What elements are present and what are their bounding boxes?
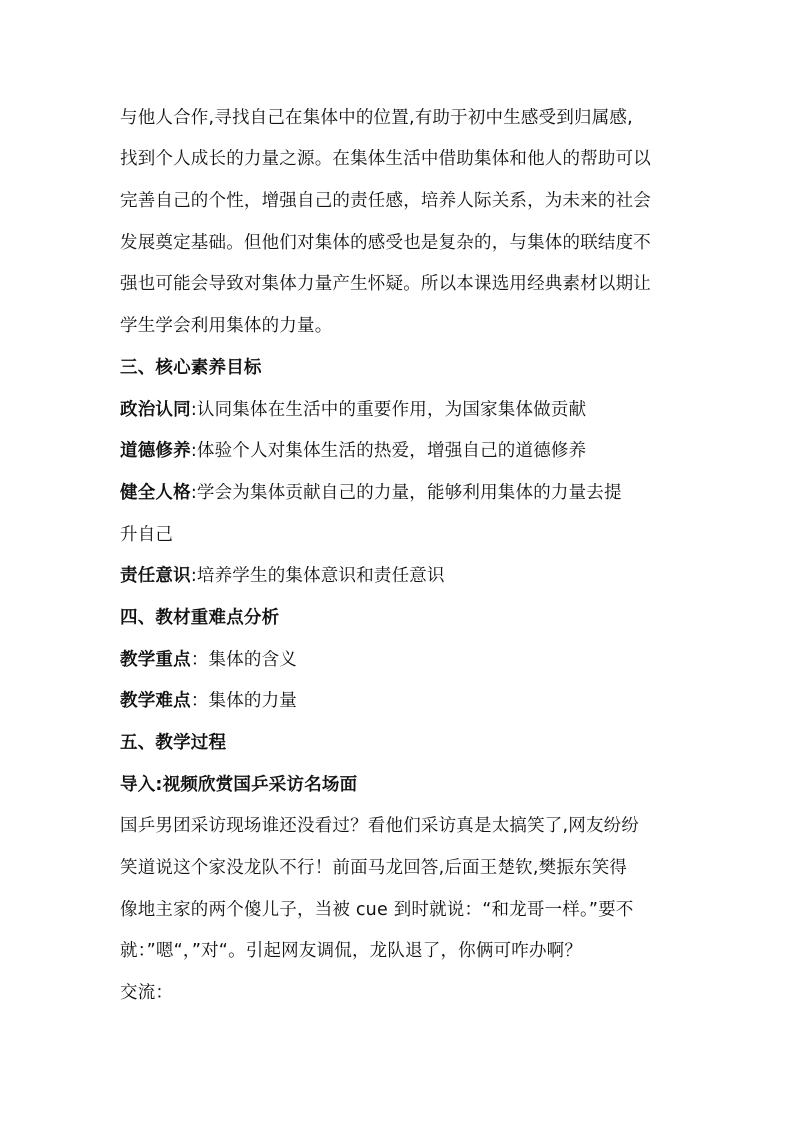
body-text-line: 笑道说这个家没龙队不行！前面马龙回答,后面王楚钦,樊振东笑得 bbox=[120, 858, 628, 878]
section-heading: 五、教学过程 bbox=[120, 733, 227, 753]
key-point-item bbox=[120, 648, 297, 672]
key-point-text: ：集体的力量 bbox=[190, 691, 298, 711]
goal-text: :体验个人对集体生活的热爱，增强自己的道德修养 bbox=[190, 441, 587, 461]
body-text-line: 国乒男团采访现场谁还没看过？看他们采访真是太搞笑了,网友纷纷 bbox=[120, 816, 640, 836]
body-text-line: 像地主家的两个傻儿子，当被 cue 到时就说：“和龙哥一样。”要不 bbox=[120, 900, 634, 920]
goal-item-continuation: 升自己 bbox=[120, 525, 174, 545]
goal-label: 道德修养 bbox=[120, 441, 191, 461]
goal-label: 责任意识 bbox=[120, 566, 191, 586]
body-text-line: 与他人合作,寻找自己在集体中的位置,有助于初中生感受到归属感, bbox=[120, 108, 633, 128]
goal-item bbox=[120, 398, 586, 422]
goal-text: :认同集体在生活中的重要作用，为国家集体做贡献 bbox=[190, 400, 587, 420]
body-text-line: 就：”嗯“，”对“。引起网友调侃，龙队退了，你俩可咋办啊？ bbox=[120, 941, 583, 961]
body-text-line: 强也可能会导致对集体力量产生怀疑。所以本课选用经典素材以期让 bbox=[120, 274, 651, 294]
goal-label: 健全人格 bbox=[120, 483, 191, 503]
body-text-line: 发展奠定基础。但他们对集体的感受也是复杂的，与集体的联结度不 bbox=[120, 233, 651, 253]
goal-label: 政治认同 bbox=[120, 400, 191, 420]
key-point-item bbox=[120, 689, 297, 713]
body-text-line: 交流： bbox=[120, 983, 174, 1003]
body-text-line: 学生学会利用集体的力量。 bbox=[120, 316, 333, 336]
goal-item bbox=[120, 439, 586, 463]
key-point-label: 教学重点 bbox=[120, 650, 191, 670]
key-point-text: ：集体的含义 bbox=[190, 650, 298, 670]
key-point-label: 教学难点 bbox=[120, 691, 191, 711]
goal-item bbox=[120, 481, 622, 505]
goal-text: :学会为集体贡献自己的力量，能够利用集体的力量去提 bbox=[190, 483, 622, 503]
section-heading: 三、核心素养目标 bbox=[120, 358, 262, 378]
body-text-line: 完善自己的个性，增强自己的责任感，培养人际关系，为未来的社会 bbox=[120, 191, 651, 211]
goal-item bbox=[120, 564, 445, 588]
body-text-line: 找到个人成长的力量之源。在集体生活中借助集体和他人的帮助可以 bbox=[120, 149, 651, 169]
section-heading: 四、教材重难点分析 bbox=[120, 608, 280, 628]
sub-heading: 导入:视频欣赏国乒采访名场面 bbox=[120, 775, 358, 795]
goal-text: :培养学生的集体意识和责任意识 bbox=[190, 566, 445, 586]
